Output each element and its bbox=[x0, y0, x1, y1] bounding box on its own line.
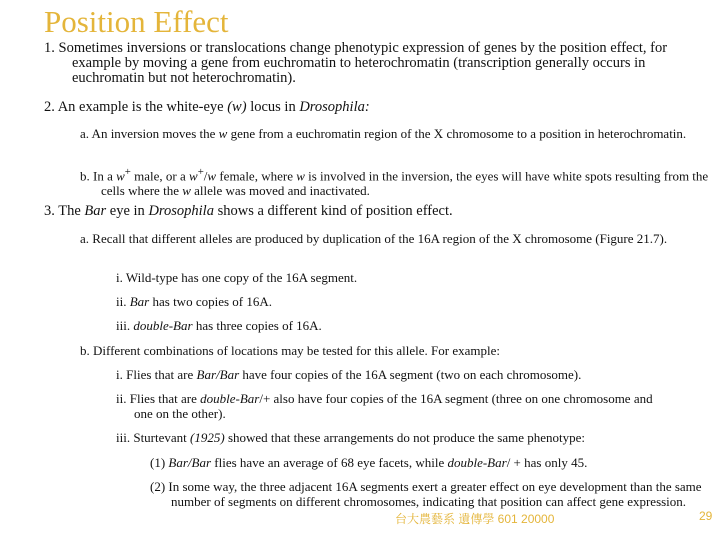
point-3b-iii-1-barbar: Bar/Bar bbox=[168, 455, 212, 470]
point-2a-pre: a. An inversion moves the bbox=[80, 126, 219, 141]
point-2b-w1: w bbox=[116, 168, 125, 184]
point-2b-mid2: / bbox=[203, 168, 208, 184]
point-2a bbox=[80, 126, 701, 141]
point-2a-w: w bbox=[218, 126, 228, 141]
point-3a-ii-pre: ii. bbox=[116, 294, 130, 309]
point-2 bbox=[44, 100, 684, 115]
point-1-text: 1. Sometimes inversions or translocations change phenotypic expression of genes by the position effect, for example by moving a gene from euchromatin to heterochromatin (transcription generally occurs in euchromatin but not heterochromatin). bbox=[44, 40, 668, 86]
point-3b-iii-1-double-bar: double-Bar bbox=[447, 455, 507, 470]
point-2b-mid3: female, where bbox=[216, 168, 297, 184]
point-3a-text: a. Recall that different alleles are produced by duplication of the 16A region of the X chromosome (Figure 21.7). bbox=[80, 231, 668, 246]
point-3b-iii-1-pre: (1) bbox=[150, 455, 169, 470]
point-3-bar: Bar bbox=[84, 203, 107, 219]
point-3b-i-post: have four copies of the 16A segment (two on each chromosome). bbox=[239, 367, 582, 382]
point-2b-sup1: + bbox=[124, 166, 131, 178]
point-2b bbox=[80, 165, 720, 198]
point-2b-w3: w bbox=[207, 168, 217, 184]
point-3b-ii-mid: /+ also have four copies of the 16A segment (three on one chromosome and one on the other). bbox=[134, 391, 653, 421]
point-3-drosophila: Drosophila bbox=[148, 203, 214, 219]
point-3b-iii-pre: iii. Sturtevant bbox=[116, 430, 191, 445]
point-2b-sup2: + bbox=[197, 166, 204, 178]
point-1 bbox=[44, 41, 692, 86]
point-3a-ii bbox=[116, 294, 676, 309]
point-3a-iii-pre: iii. bbox=[116, 318, 134, 333]
point-3a-iii-post: has three copies of 16A. bbox=[192, 318, 322, 333]
point-3b-iii-2 bbox=[150, 479, 711, 509]
point-3b bbox=[80, 343, 680, 358]
point-3-mid: eye in bbox=[106, 203, 149, 219]
point-3b-iii bbox=[116, 430, 696, 445]
page-number: 29 bbox=[699, 509, 713, 523]
course-footer: 台大農藝系 遺傳學 601 20000 bbox=[395, 512, 555, 526]
point-2a-post: gene from a euchromatin region of the X chromosome to a position in heterochromatin. bbox=[227, 126, 687, 141]
point-3b-iii-1-mid: flies have an average of 68 eye facets, while bbox=[211, 455, 448, 470]
point-3b-iii-1 bbox=[150, 455, 690, 470]
point-2b-pre: b. In a bbox=[80, 168, 117, 184]
point-3b-ii-pre: ii. Flies that are bbox=[116, 391, 201, 406]
point-3a-i-text: i. Wild-type has one copy of the 16A segment. bbox=[116, 270, 358, 285]
point-2b-post: allele was moved and inactivated. bbox=[190, 183, 370, 199]
point-2b-mid4: is involved in the inversion, the eyes will have white spots resulting from the cells where the bbox=[101, 168, 709, 199]
point-3a-ii-bar: Bar bbox=[129, 294, 150, 309]
point-3 bbox=[44, 204, 684, 219]
point-2b-w2: w bbox=[189, 168, 198, 184]
point-3-post: shows a different kind of position effect. bbox=[213, 203, 453, 219]
point-3b-i-pre: i. Flies that are bbox=[116, 367, 197, 382]
point-3b-iii-post: showed that these arrangements do not produce the same phenotype: bbox=[224, 430, 585, 445]
point-2b-w4: w bbox=[296, 168, 305, 184]
point-3-pre: 3. The bbox=[44, 203, 85, 219]
point-2-drosophila: Drosophila: bbox=[299, 99, 370, 115]
point-3b-text: b. Different combinations of locations may be tested for this allele. For example: bbox=[80, 343, 500, 358]
point-3a-iii-double-bar: double-Bar bbox=[133, 318, 193, 333]
point-2b-w5: w bbox=[182, 183, 191, 199]
point-3a-ii-post: has two copies of 16A. bbox=[149, 294, 272, 309]
point-3b-ii bbox=[116, 391, 674, 421]
point-3b-i bbox=[116, 367, 696, 382]
point-3a bbox=[80, 231, 701, 246]
point-2b-mid1: male, or a bbox=[130, 168, 190, 184]
point-3b-i-barbar: Bar/Bar bbox=[196, 367, 240, 382]
point-3b-iii-2-text: (2) In some way, the three adjacent 16A segments exert a greater effect on eye development than the same number of segments on different chromosomes, indicating that position can affect gene expression. bbox=[150, 479, 702, 509]
slide-title: Position Effect bbox=[44, 4, 229, 39]
point-3a-i bbox=[116, 270, 676, 285]
point-3b-iii-year: (1925) bbox=[190, 430, 225, 445]
point-3b-iii-1-post: / + has only 45. bbox=[506, 455, 588, 470]
point-3b-ii-double-bar: double-Bar bbox=[200, 391, 260, 406]
point-2-w: (w) bbox=[227, 99, 247, 115]
point-2-pre: 2. An example is the white-eye bbox=[44, 99, 228, 115]
point-2-mid: locus in bbox=[246, 99, 300, 115]
point-3a-iii bbox=[116, 318, 676, 333]
